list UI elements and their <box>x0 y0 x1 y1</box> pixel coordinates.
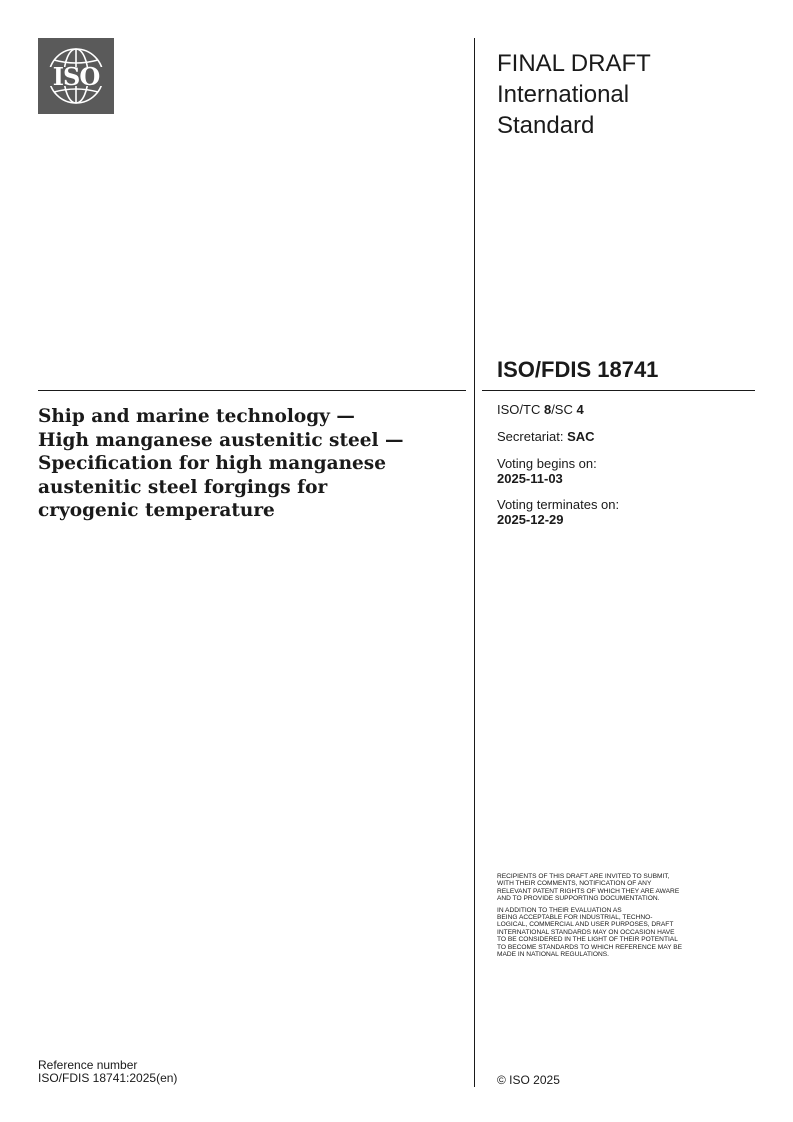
reference-label: Reference number <box>38 1058 138 1072</box>
document-type <box>497 48 757 141</box>
voting-terminates <box>497 497 757 527</box>
secretariat-value: SAC <box>567 429 595 444</box>
title-line: High manganese austenitic steel — <box>38 429 404 451</box>
reference-number <box>38 1059 338 1085</box>
title-line: cryogenic temperature <box>38 500 275 521</box>
iso-logo <box>38 38 114 114</box>
title-rule <box>38 390 466 391</box>
title-line: Ship and marine technology — <box>38 406 355 427</box>
notice-paragraph: IN ADDITION TO THEIR EVALUATION AS BEING ACCEPTABLE FOR INDUSTRIAL, TECHNO- LOGICAL, COMMERCIAL AND USER PURPOSES, DRAFT INTERNATIONAL STANDARDS MAY ON OCCASION HAVE TO BE CONSIDERED IN THE LIGHT OF THEIR POTENTIAL TO BECOME STANDARDS TO WHICH REFERENCE MAY BE MADE IN NATIONAL REGULATIONS. <box>497 906 683 959</box>
title-line: Specification for high manganese <box>38 453 386 474</box>
draft-notice <box>497 873 752 962</box>
doc-type-line: Standard <box>497 112 595 139</box>
number-rule <box>482 390 755 391</box>
voting-begins-date: 2025-11-03 <box>497 471 563 486</box>
tc-number: 8 <box>543 402 552 417</box>
column-divider <box>474 38 475 1087</box>
voting-begins <box>497 456 757 486</box>
document-title <box>38 405 463 523</box>
standard-number: ISO/FDIS 18741 <box>497 357 659 382</box>
voting-terminates-date: 2025-12-29 <box>497 512 564 527</box>
notice-paragraph: RECIPIENTS OF THIS DRAFT ARE INVITED TO SUBMIT, WITH THEIR COMMENTS, NOTIFICATION OF ANY RELEVANT PATENT RIGHTS OF WHICH THEY ARE AWARE AND TO PROVIDE SUPPORTING DOCUMENTATION. <box>497 873 680 903</box>
voting-begins-label: Voting begins on: <box>497 456 597 471</box>
sc-number: 4 <box>576 402 584 417</box>
doc-type-line: International <box>497 81 630 108</box>
document-metadata <box>497 402 757 538</box>
title-line: austenitic steel forgings for <box>38 476 328 498</box>
voting-terminates-label: Voting terminates on: <box>497 497 620 512</box>
copyright: © ISO 2025 <box>497 1073 560 1087</box>
secretariat: Secretariat: SAC <box>497 429 595 444</box>
iso-globe-icon <box>38 38 114 114</box>
iso-logo-text: ISO <box>52 62 100 91</box>
doc-type-line: FINAL DRAFT <box>497 50 651 77</box>
committee: ISO/TC 8/SC 4 <box>497 402 584 417</box>
reference-value: ISO/FDIS 18741:2025(en) <box>38 1071 178 1085</box>
